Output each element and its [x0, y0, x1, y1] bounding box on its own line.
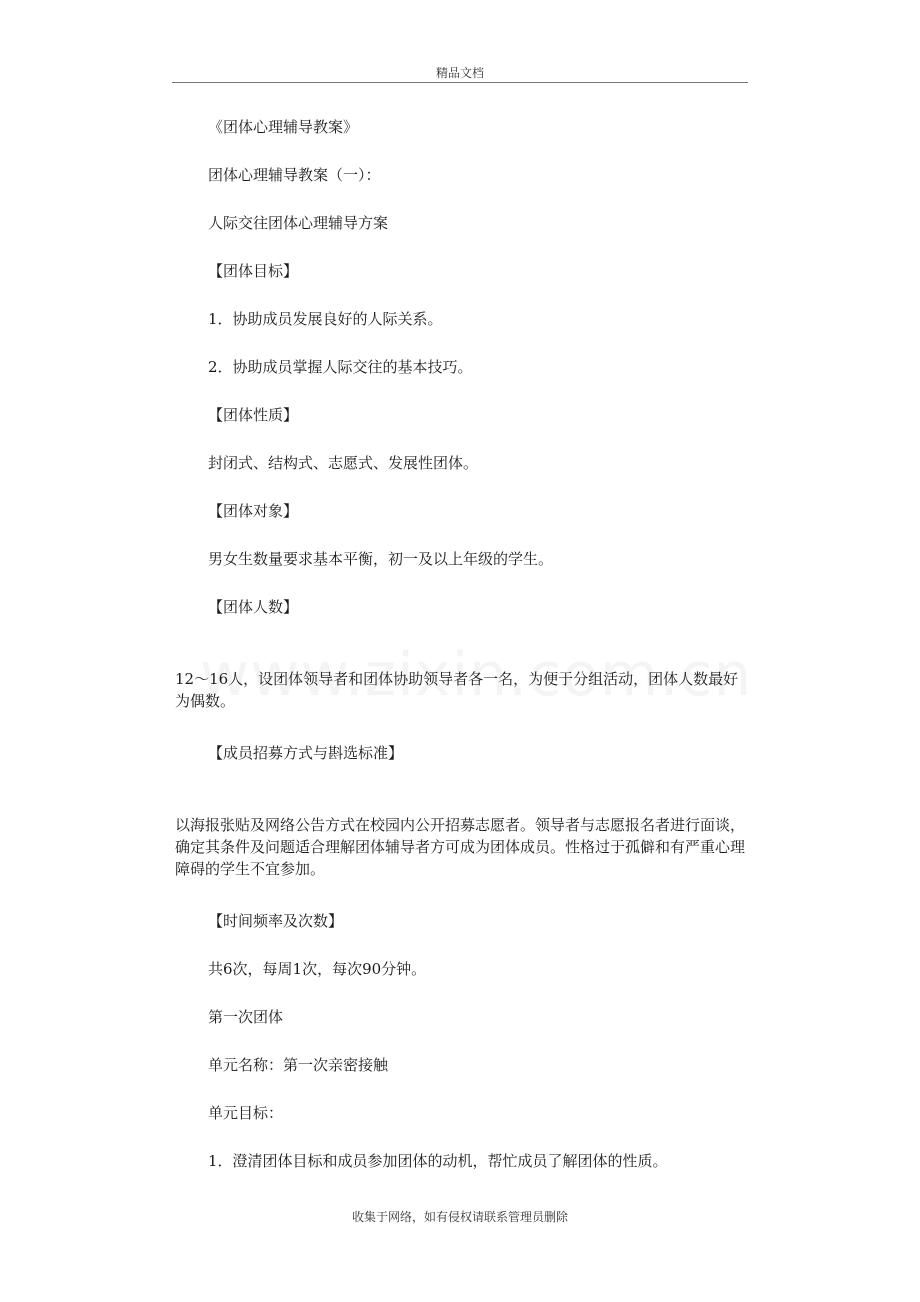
- goal-heading: 【团体目标】: [208, 262, 299, 280]
- size-heading: 【团体人数】: [208, 598, 299, 616]
- page-footer: 收集于网络，如有侵权请联系管理员删除: [351, 1210, 568, 1224]
- recruit-heading: 【成员招募方式与斟选标准】: [208, 744, 404, 762]
- target-heading: 【团体对象】: [208, 502, 299, 520]
- header-divider: [172, 82, 748, 83]
- nature-text: 封闭式、结构式、志愿式、发展性团体。: [208, 454, 479, 472]
- nature-heading: 【团体性质】: [208, 406, 299, 424]
- unit-goal-item-1: 1．澄清团体目标和成员参加团体的动机，帮忙成员了解团体的性质。: [208, 1152, 668, 1170]
- recruit-text: 以海报张贴及网络公告方式在校园内公开招募志愿者。领导者与志愿报名者进行面谈，确定其条件及问题适合理解团体辅导者方可成为团体成员。性格过于孤僻和有严重心理障碍的学生不宜参加。: [175, 816, 746, 878]
- unit-name: 单元名称：第一次亲密接触: [208, 1056, 389, 1074]
- size-text: 12～16人，设团体领导者和团体协助领导者各一名，为便于分组活动，团体人数最好为偶数。: [175, 670, 739, 710]
- document-title: 《团体心理辅导教案》: [208, 118, 359, 136]
- document-subtitle: 团体心理辅导教案（一）：: [208, 166, 381, 184]
- session-title: 第一次团体: [208, 1008, 284, 1026]
- unit-goal-heading: 单元目标：: [208, 1104, 284, 1122]
- time-heading: 【时间频率及次数】: [208, 912, 344, 930]
- goal-item-2: 2．协助成员掌握人际交往的基本技巧。: [208, 358, 473, 376]
- target-text: 男女生数量要求基本平衡，初一及以上年级的学生。: [208, 550, 554, 568]
- goal-item-1: 1．协助成员发展良好的人际关系。: [208, 310, 443, 328]
- plan-name: 人际交往团体心理辅导方案: [208, 214, 389, 232]
- time-text: 共6次，每周1次，每次90分钟。: [208, 960, 427, 978]
- page-header: 精品文档: [435, 66, 484, 80]
